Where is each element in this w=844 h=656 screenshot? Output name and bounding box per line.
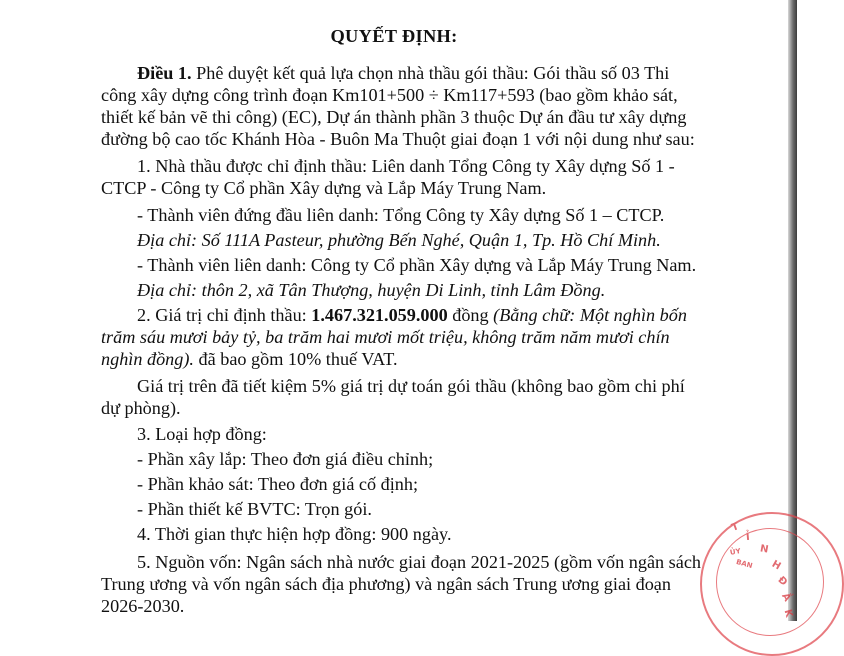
item1-line2: CTCP - Công ty Cổ phần Xây dựng và Lắp Máy Trung Nam. — [101, 178, 547, 198]
article1-label: Điều 1. — [137, 63, 192, 83]
contract-type-design: - Phần thiết kế BVTC: Trọn gói. — [137, 499, 372, 519]
amount-in-words-line2: trăm sáu mươi bảy tỷ, ba trăm hai mươi mốt triệu, không trăm năm mươi chín — [101, 327, 670, 347]
seal-text-fragment: K — [781, 608, 795, 619]
seal-text-fragment: ỦY — [729, 547, 742, 557]
saving-line2: dự phòng). — [101, 398, 181, 418]
seal-text-fragment: Ắ — [779, 591, 793, 604]
joint-member-address: Địa chỉ: thôn 2, xã Tân Thượng, huyện Di Linh, tỉnh Lâm Đồng. — [137, 280, 606, 300]
page-title: QUYẾT ĐỊNH: — [330, 26, 458, 46]
contract-duration: 4. Thời gian thực hiện hợp đồng: 900 ngày. — [137, 524, 452, 544]
item5-line2: Trung ương và vốn ngân sách địa phương) và ngân sách Trung ương giai đoạn — [101, 574, 671, 594]
red-seal-inner-ring — [716, 528, 824, 636]
article1-line1-text: Phê duyệt kết quả lựa chọn nhà thầu gói thầu: Gói thầu số 03 Thi — [191, 63, 670, 83]
joint-member: - Thành viên liên danh: Công ty Cổ phần Xây dựng và Lắp Máy Trung Nam. — [137, 255, 697, 275]
contract-type-heading: 3. Loại hợp đồng: — [137, 424, 267, 444]
lead-member-address: Địa chỉ: Số 111A Pasteur, phường Bến Nghé, Quận 1, Tp. Hồ Chí Minh. — [137, 230, 661, 250]
seal-text-fragment: Ỉ — [745, 531, 751, 544]
seal-text-fragment: BAN — [735, 557, 754, 571]
seal-text-fragment: N — [759, 543, 770, 556]
item2-line1 — [137, 304, 687, 326]
red-seal-stamp — [700, 512, 844, 656]
amount-in-words-start: (Bằng chữ: Một nghìn bốn — [493, 305, 687, 325]
seal-text-fragment: T — [730, 521, 741, 534]
article1-line3: thiết kế bản vẽ thi công) (EC), Dự án thành phần 3 thuộc Dự án đầu tư xây dựng — [101, 107, 687, 127]
contract-type-construction: - Phần xây lắp: Theo đơn giá điều chỉnh; — [137, 449, 434, 469]
item1-line1: 1. Nhà thầu được chỉ định thầu: Liên danh Tổng Công ty Xây dựng Số 1 - — [137, 156, 675, 176]
contract-value-label: 2. Giá trị chỉ định thầu: — [137, 305, 312, 325]
contract-value-unit: đồng — [447, 305, 494, 325]
article1-line2: công xây dựng công trình đoạn Km101+500 ÷ Km117+593 (bao gồm khảo sát, — [101, 85, 678, 105]
lead-member: - Thành viên đứng đầu liên danh: Tổng Công ty Xây dựng Số 1 – CTCP. — [137, 205, 665, 225]
article1-line1 — [137, 62, 669, 84]
seal-text-fragment: Đ — [775, 574, 790, 589]
item2-line3 — [101, 348, 398, 370]
amount-in-words-end: nghìn đồng). — [101, 349, 194, 369]
contract-type-survey: - Phần khảo sát: Theo đơn giá cố định; — [137, 474, 419, 494]
vat-note: đã bao gồm 10% thuế VAT. — [193, 349, 398, 369]
article1-line4: đường bộ cao tốc Khánh Hòa - Buôn Ma Thuột giai đoạn 1 với nội dung như sau: — [101, 129, 695, 149]
item5-line1: 5. Nguồn vốn: Ngân sách nhà nước giai đoạn 2021-2025 (gồm vốn ngân sách — [137, 552, 701, 572]
saving-line1: Giá trị trên đã tiết kiệm 5% giá trị dự toán gói thầu (không bao gồm chi phí — [137, 376, 685, 396]
seal-text-fragment: H — [769, 558, 783, 573]
contract-value-amount: 1.467.321.059.000 — [311, 305, 448, 325]
item5-line3: 2026-2030. — [101, 596, 185, 616]
